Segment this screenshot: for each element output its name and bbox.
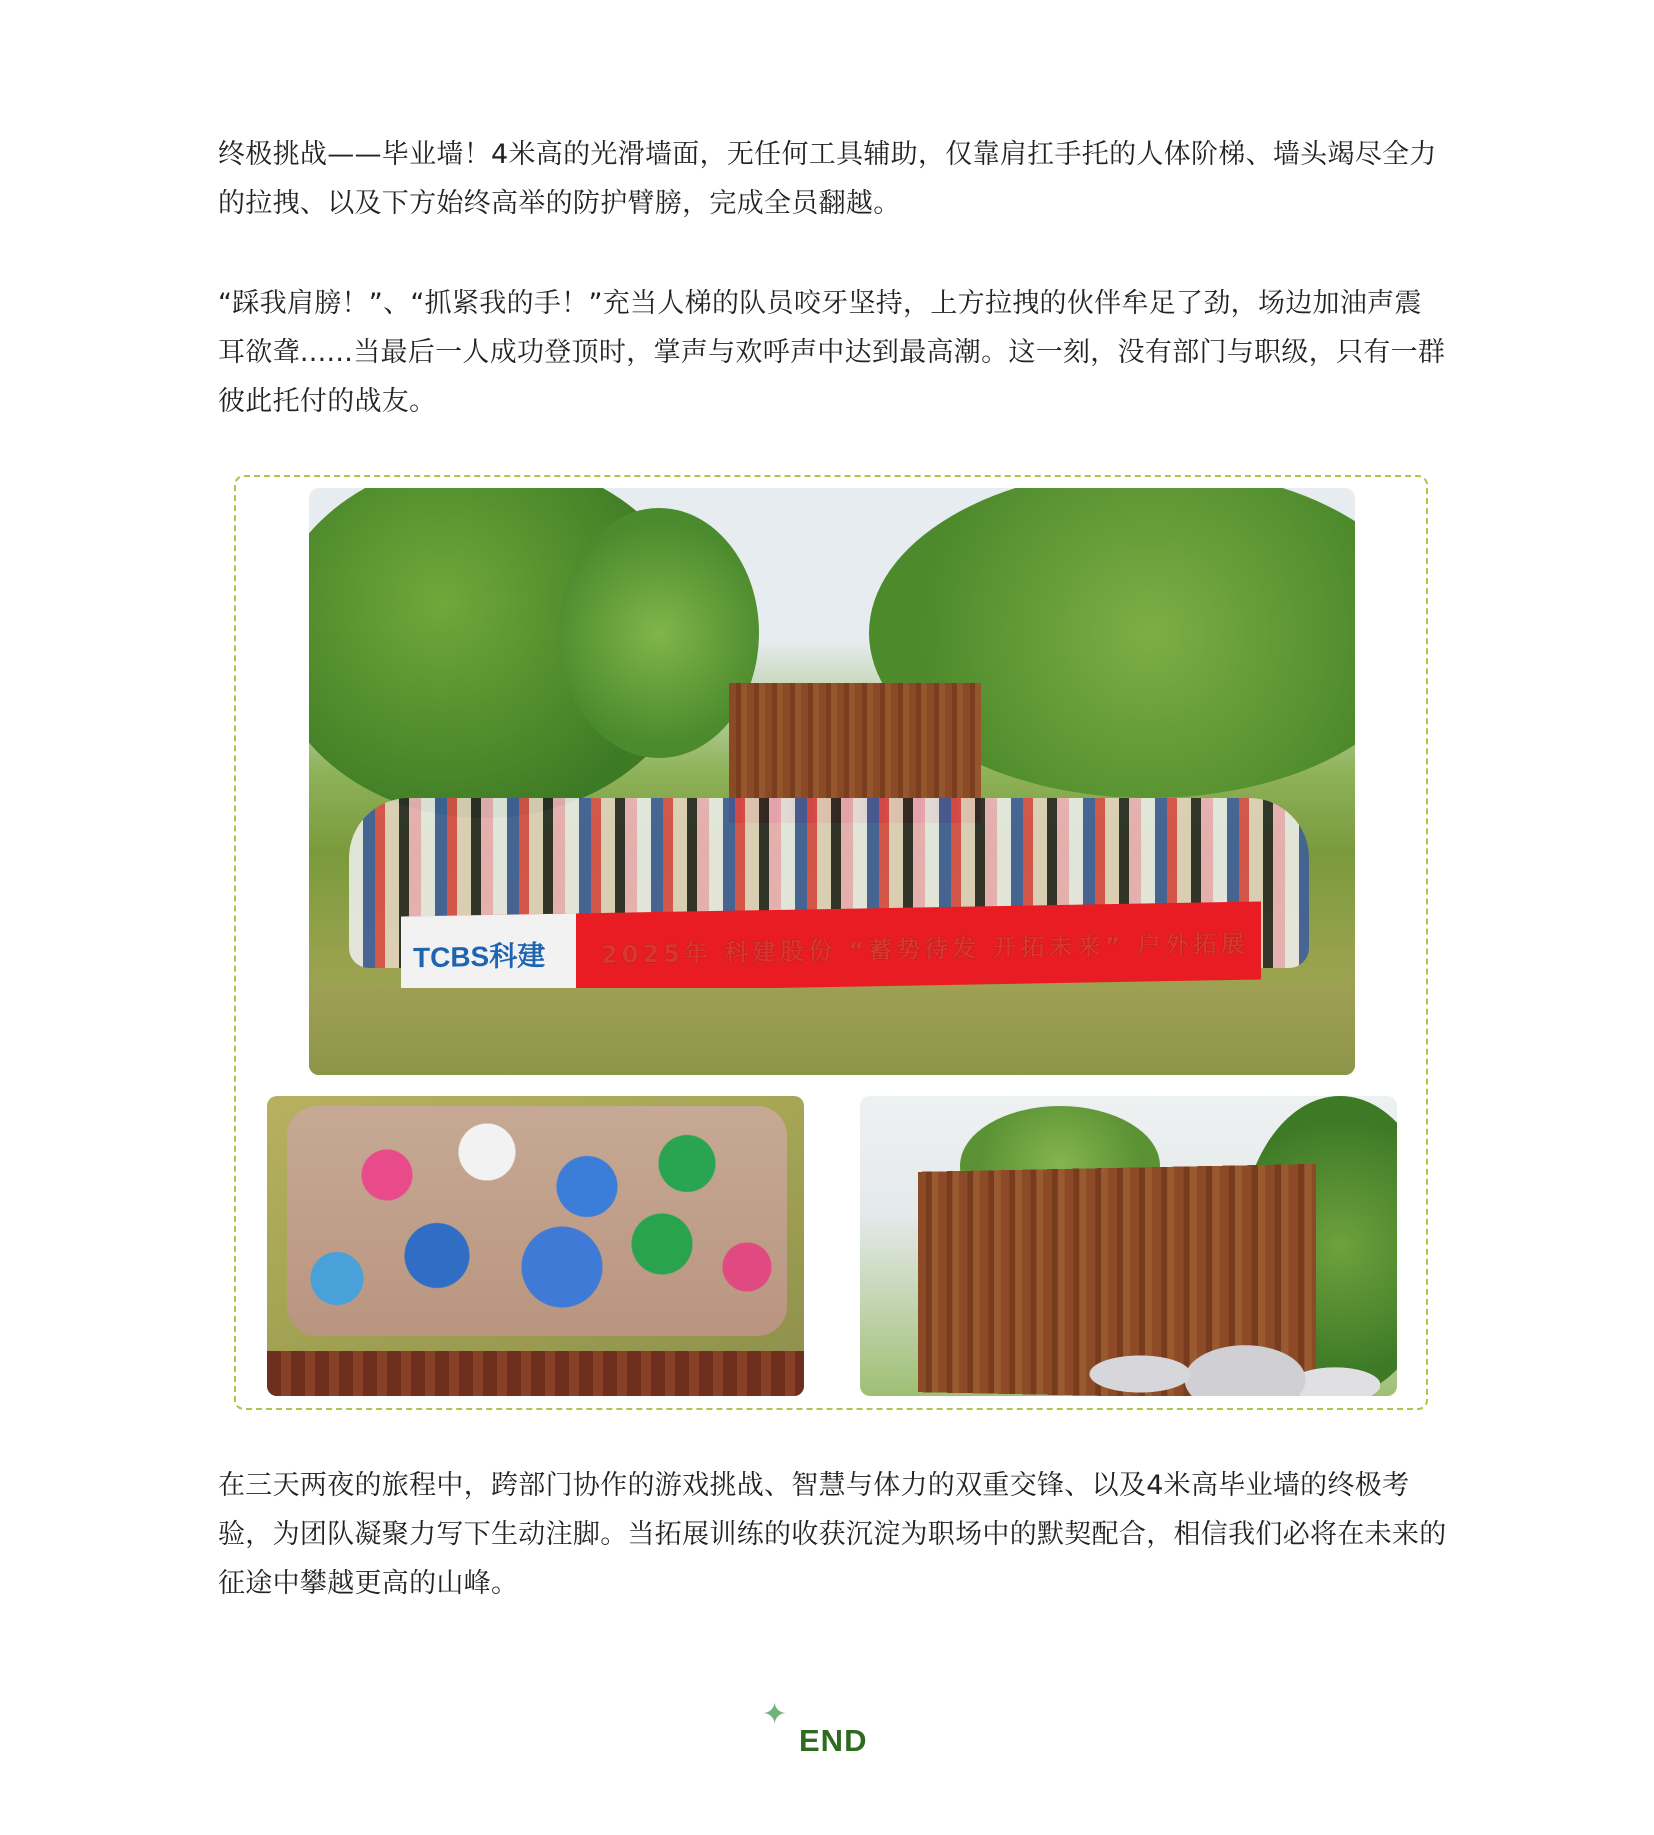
group-photo (309, 488, 1355, 1075)
banner-logo: TCBS科建 (413, 939, 546, 974)
wall-climb-top-view-photo (267, 1096, 804, 1396)
paragraph-summary: 在三天两夜的旅程中，跨部门协作的游戏挑战、智慧与体力的双重交锋、以及4米高毕业墙的终极考验，为团队凝聚力写下生动注脚。当拓展训练的收获沉淀为职场中的默契配合，相信我们必将在未来的征途中攀越更高的山峰。 (218, 1470, 1447, 1599)
team-banner (401, 901, 1261, 994)
end-label: END (799, 1723, 868, 1758)
banner-text: 2025年 科建股份 “蓄势待发 开拓未来” 户外拓展 (601, 929, 1249, 970)
wall-top-deck (267, 1351, 804, 1396)
raised-arms (1080, 1286, 1380, 1396)
sparkle-icon: ✦ (762, 1697, 788, 1732)
paragraph-teamwork: “踩我肩膀！”、“抓紧我的手！”充当人梯的队员咬牙坚持，上方拉拽的伙伴牟足了劲，场边加油声震耳欲聋......当最后一人成功登顶时，掌声与欢呼声中达到最高潮。这一刻，没有部门与职级，只有一群彼此托付的战友。 (218, 288, 1446, 417)
banner-logo-panel (401, 913, 576, 994)
wall-climb-side-view-photo (860, 1096, 1397, 1396)
paragraph-final-challenge: 终极挑战——毕业墙！4米高的光滑墙面，无任何工具辅助，仅靠肩扛手托的人体阶梯、墙头竭尽全力的拉拽、以及下方始终高举的防护臂膀，完成全员翻越。 (218, 139, 1437, 219)
climbing-crowd (287, 1106, 787, 1336)
grass-field (309, 988, 1355, 1075)
